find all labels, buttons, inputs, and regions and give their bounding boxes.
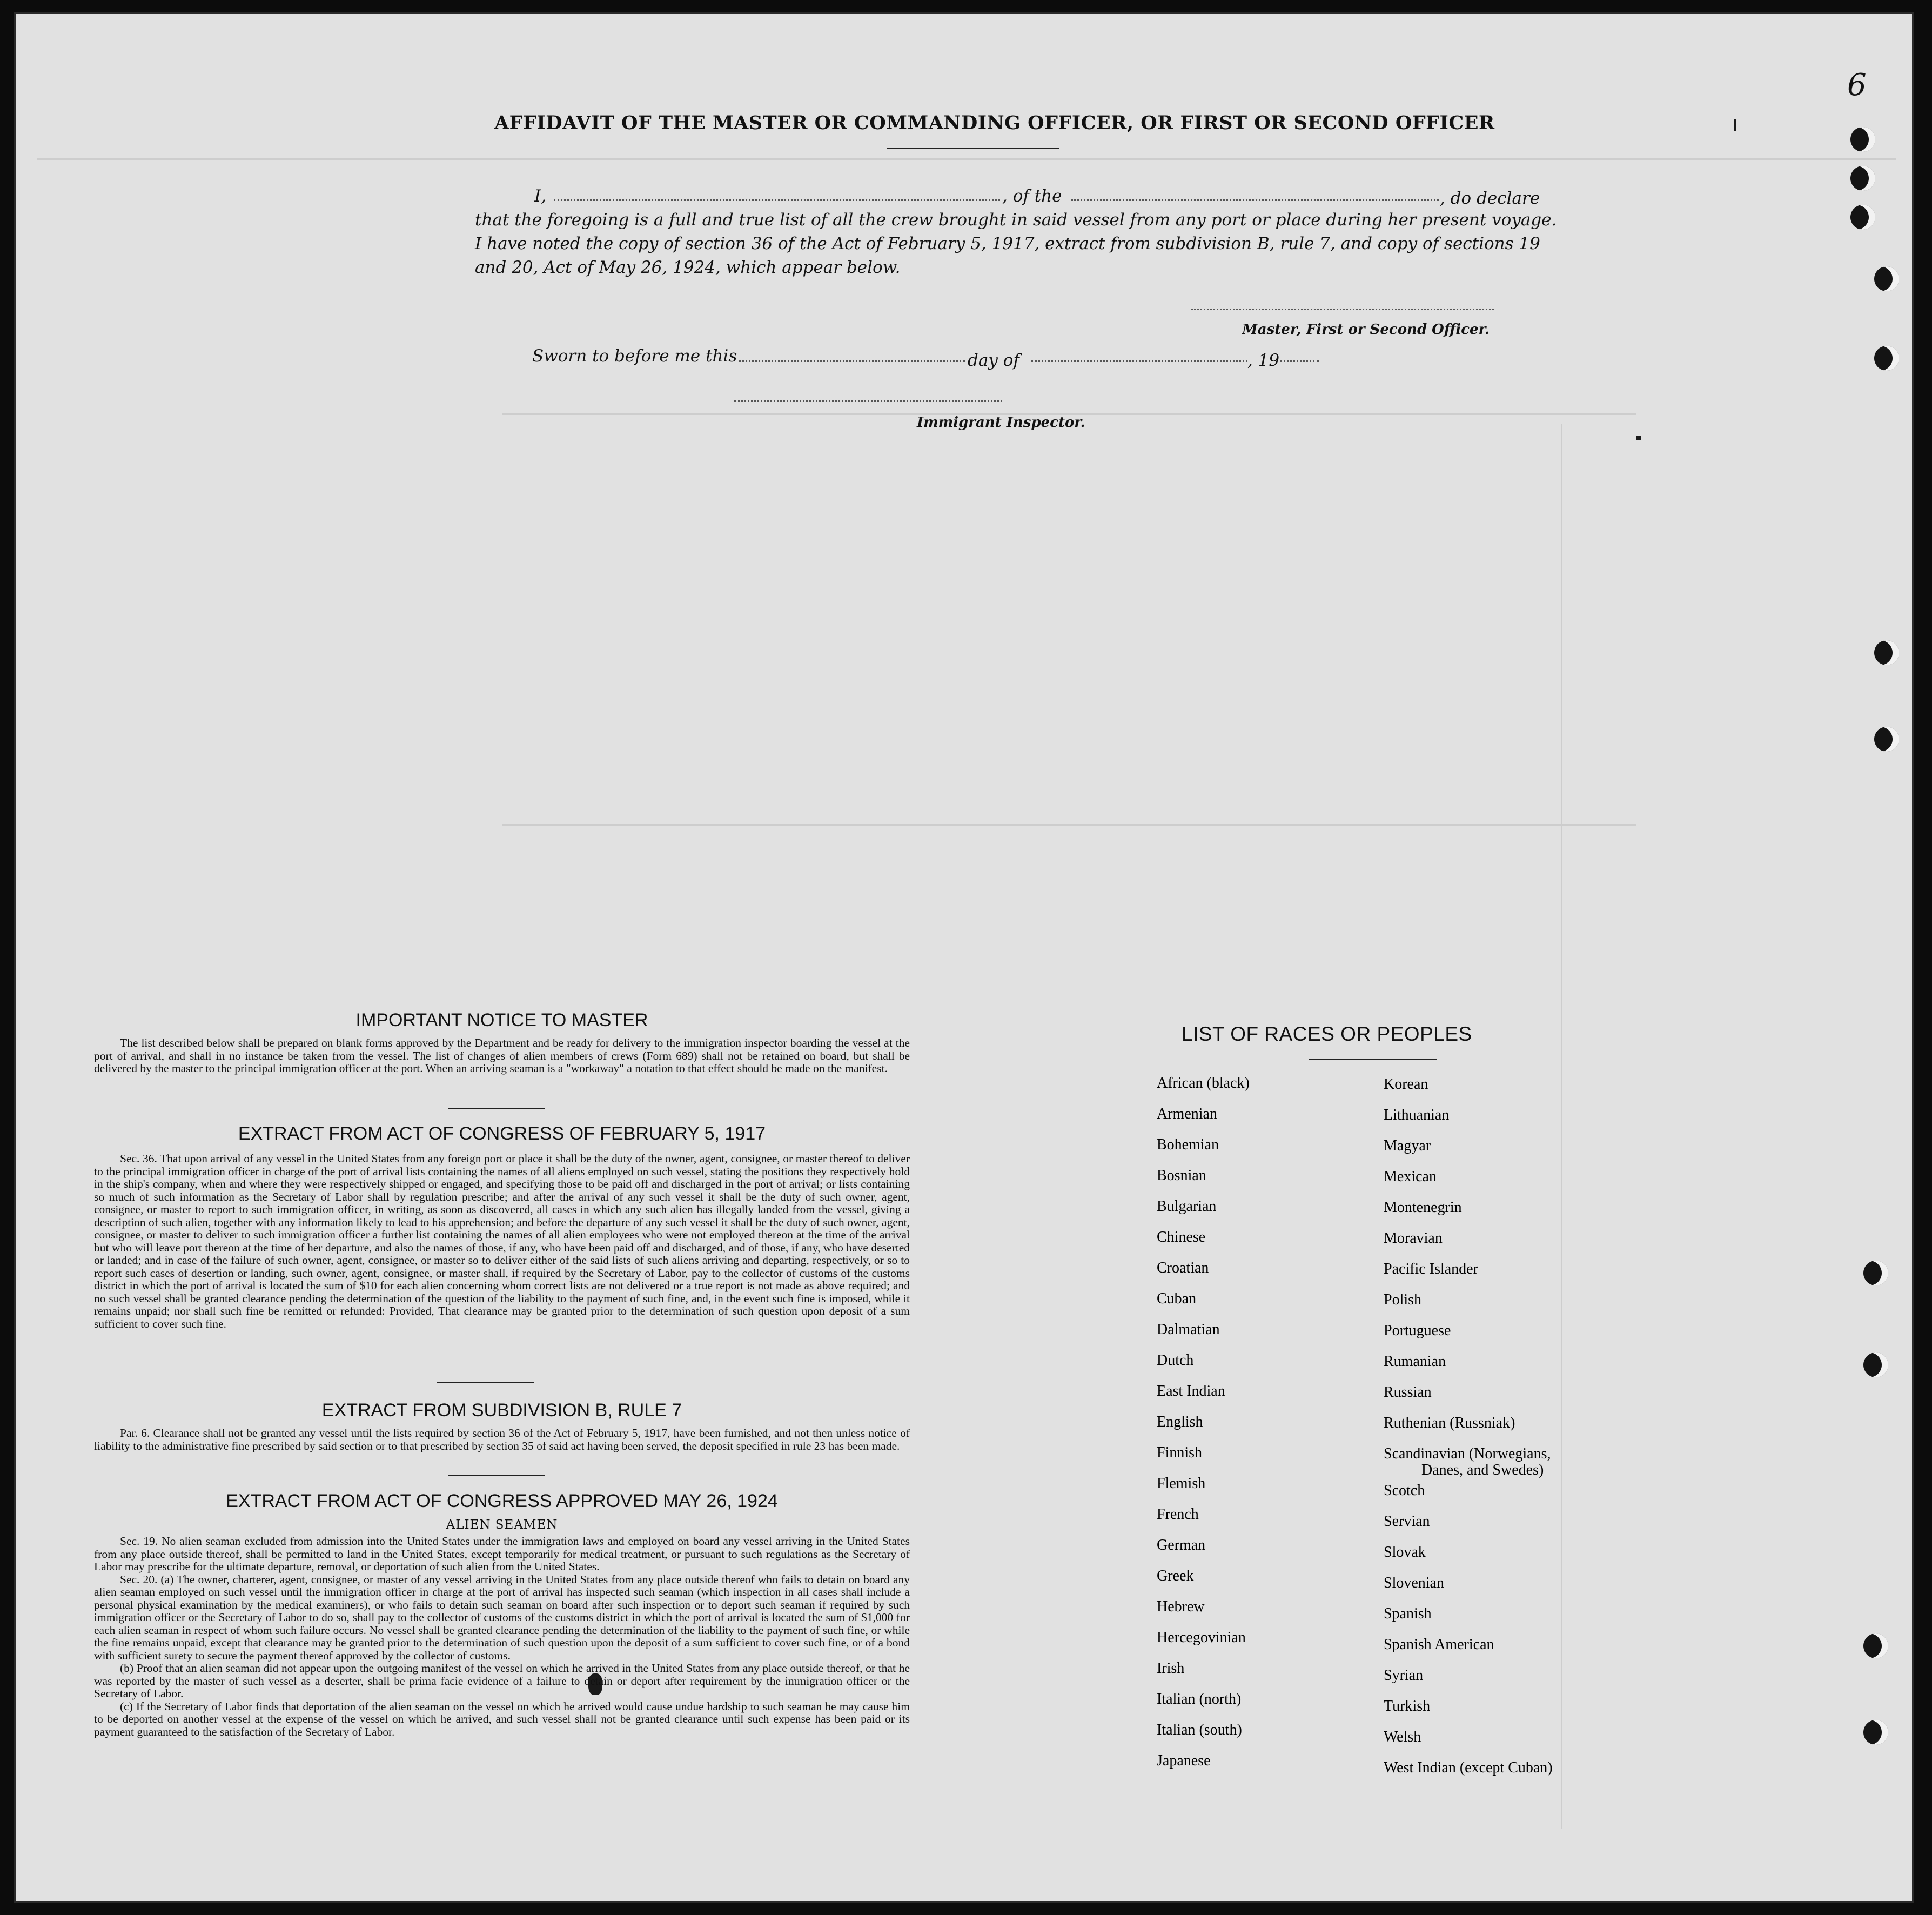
binder-hole	[1850, 127, 1875, 152]
race-item: Polish	[1384, 1291, 1422, 1308]
race-item: Spanish American	[1384, 1636, 1494, 1653]
race-item: Flemish	[1157, 1475, 1206, 1492]
affidavit-line-4: and 20, Act of May 26, 1924, which appear below.	[475, 258, 901, 277]
binder-hole	[1863, 1720, 1888, 1745]
binder-hole	[1863, 1261, 1888, 1285]
race-item: Slovenian	[1384, 1575, 1444, 1591]
race-item: Mexican	[1384, 1168, 1437, 1185]
rule-7-par-6: Par. 6. Clearance shall not be granted any vessel until the lists required by section 36 of the Act of February 5, 1917, have been furnished, and not then unless notice of liability to the administrative fine prescribed by said section or to that prescribed by section 35 of said act having been served, the deposit specified in rule 23 has been made.	[94, 1427, 910, 1452]
race-item: East Indian	[1157, 1383, 1225, 1400]
race-item: Lithuanian	[1384, 1107, 1450, 1123]
race-item: Greek	[1157, 1568, 1194, 1584]
binder-hole	[1874, 640, 1899, 665]
race-item: Magyar	[1384, 1137, 1431, 1154]
sworn-year-blank	[1280, 360, 1319, 362]
race-item: Welsh	[1384, 1729, 1421, 1745]
races-heading-underline	[1309, 1059, 1437, 1060]
race-item: Japanese	[1157, 1752, 1211, 1769]
binder-hole	[1863, 1633, 1888, 1658]
sworn-day-of: day of	[968, 351, 1019, 370]
race-item: Cuban	[1157, 1290, 1197, 1307]
ink-mark	[1734, 119, 1736, 131]
race-item: Moravian	[1384, 1230, 1443, 1247]
race-item: Hebrew	[1157, 1598, 1205, 1615]
section-divider	[437, 1382, 534, 1383]
bleed-through-line	[1561, 424, 1562, 1829]
alien-seamen-subheading: ALIEN SEAMEN	[446, 1518, 558, 1532]
race-item: Bosnian	[1157, 1167, 1206, 1184]
binder-hole	[1874, 727, 1899, 752]
ink-mark	[1636, 436, 1641, 440]
race-item: African (black)	[1157, 1075, 1250, 1092]
race-item: Ruthenian (Russniak)	[1384, 1415, 1515, 1431]
title-underline	[887, 148, 1059, 149]
vessel-blank	[1071, 199, 1439, 201]
affidavit-declare: , do declare	[1440, 189, 1540, 208]
race-item: Croatian	[1157, 1260, 1209, 1276]
races-heading: LIST OF RACES OR PEOPLES	[1182, 1023, 1472, 1045]
race-item: Pacific Islander	[1384, 1261, 1478, 1277]
page-number-mark: 6	[1847, 68, 1867, 103]
race-item: Montenegrin	[1384, 1199, 1462, 1216]
inspector-caption: Immigrant Inspector.	[917, 414, 1085, 431]
race-item: Bohemian	[1157, 1136, 1219, 1153]
name-blank	[554, 199, 1000, 201]
sworn-month-blank	[1031, 360, 1247, 362]
notice-heading: IMPORTANT NOTICE TO MASTER	[355, 1010, 648, 1030]
race-item: Scandinavian (Norwegians,	[1384, 1445, 1551, 1462]
affidavit-line-2: that the foregoing is a full and true list of all the crew brought in said vessel from any port or place during her present voyage.	[475, 210, 1557, 230]
bleed-through-line	[502, 824, 1636, 826]
act-1924-sec-20b: (b) Proof that an alien seaman did not appear upon the outgoing manifest of the vessel on which he arrived in the United States from any place outside thereof, or that he was reported by the master of such vessel as a deserter, shall be prima facie evidence of a failure to detain or deport after requirement by the immigration officer or the Secretary of Labor.	[94, 1662, 910, 1700]
binder-hole	[1850, 205, 1875, 230]
race-item: Chinese	[1157, 1229, 1206, 1246]
race-item: Rumanian	[1384, 1353, 1446, 1370]
race-item: French	[1157, 1506, 1199, 1523]
act-1917-sec-36: Sec. 36. That upon arrival of any vessel in the United States from any foreign port or place it shall be the duty of the owner, agent, consignee, or master thereof to deliver to the principal immigration officer in charge of the port of arrival lists containing the names of all aliens employed on such vessel, stating the positions they respectively hold in the ship's company, when and where they were respectively shipped or engaged, and specifying those to be paid off and discharged in the port of arrival; or lists containing so much of such information as the Secretary of Labor shall by regulation prescribe; and after the arrival of any such vessel it shall be the duty of such owner, agent, consignee, or master to report to such immigration officer, in writing, as soon as discovered, all cases in which any such alien has illegally landed from the vessel, giving a description of such alien, together with any information likely to lead to his apprehension; and before the departure of any such vessel it shall be the duty of such owner, agent, consignee, or master to deliver to such immigration officer a further list containing the names of all alien employees who were not employed thereon at the time of the arrival but who will leave port thereon at the time of her departure, and also the names of those, if any, who have been paid off and discharged, and of those, if any, who have deserted or landed; and in case of the failure of such owner, agent, consignee, or master so to deliver either of the said lists of such aliens arriving and departing, respectively, or so to report such cases of desertion or landing, such owner, agent, consignee, or master shall, if required by the Secretary of Labor, pay to the collector of customs of the customs district in which the port of arrival is located the sum of $10 for each alien concerning whom correct lists are not delivered or a true report is not made as above required; and no such vessel shall be granted clearance pending the determination of the question of the liability to the payment of such fine, and, in the event such fine is imposed, while it remains unpaid; nor shall such fine be remitted or refunded: Provided, That clearance may be granted prior to the determination of such question upon deposit of a sum sufficient to cover such fine.	[94, 1152, 910, 1330]
race-item-continued: Danes, and Swedes)	[1421, 1462, 1544, 1478]
affidavit-line-3: I have noted the copy of section 36 of the Act of February 5, 1917, extract from subdivision B, rule 7, and copy of sections 19	[475, 234, 1540, 253]
race-item: Russian	[1384, 1384, 1432, 1401]
binder-hole	[1850, 166, 1875, 191]
master-signature-line	[1191, 309, 1494, 310]
race-item: Spanish	[1384, 1605, 1432, 1622]
race-item: Italian (south)	[1157, 1722, 1242, 1738]
bleed-through-line	[37, 158, 1896, 160]
race-item: Hercegovinian	[1157, 1629, 1246, 1646]
race-item: Korean	[1384, 1076, 1428, 1093]
race-item: Syrian	[1384, 1667, 1424, 1684]
binder-hole	[1874, 266, 1899, 291]
sworn-year: , 19	[1247, 351, 1280, 370]
binder-hole	[1874, 346, 1899, 371]
act-1924-sec-19: Sec. 19. No alien seaman excluded from admission into the United States under the immigration laws and employed on board any vessel arriving in the United States from any place outside thereof, shall be permitted to land in the United States, except temporarily for medical treatment, or pursuant to such regulations as the Secretary of Labor may prescribe for the ultimate departure, removal, or deportation of such alien from the United States.	[94, 1535, 910, 1573]
inspector-signature-line	[734, 400, 1002, 402]
rule-7-text-block	[94, 1427, 910, 1452]
notice-paragraph: The list described below shall be prepared on blank forms approved by the Department and be ready for delivery to the immigration inspector boarding the vessel at the port of arrival, and shall in no instance be taken from the vessel. The list of changes of alien members of crews (Form 689) shall not be retained on board, but shall be delivered by the master to the principal immigration officer at the port. When an arriving seaman is a "workaway" a notation to that effect should be made on the manifest.	[94, 1036, 910, 1075]
document-sheet	[14, 12, 1914, 1903]
affidavit-i: I,	[534, 186, 547, 206]
act-1917-heading: EXTRACT FROM ACT OF CONGRESS OF FEBRUARY 5, 1917	[238, 1123, 766, 1144]
race-item: Bulgarian	[1157, 1198, 1217, 1215]
race-item: English	[1157, 1414, 1203, 1430]
race-item: Armenian	[1157, 1106, 1217, 1122]
section-divider	[448, 1108, 545, 1109]
race-item: Irish	[1157, 1660, 1185, 1677]
section-divider	[448, 1475, 545, 1476]
notice-text-block	[94, 1037, 910, 1075]
race-item: Servian	[1384, 1513, 1430, 1530]
affidavit-of-the: , of the	[1002, 186, 1062, 206]
act-1924-sec-20a: Sec. 20. (a) The owner, charterer, agent, consignee, or master of any vessel arriving in the United States from any place outside thereof who fails to detain on board any alien seaman employed on such vessel until the immigration officer in charge at the port of arrival has inspected such seaman (which inspection in all cases shall include a personal physical examination by the medical examiners), or who fails to detain such seaman on board after such inspection or to deport such seaman if required by such immigration officer or the Secretary of Labor to do so, shall pay to the collector of customs of the customs district in which the port of arrival is located the sum of $1,000 for each alien seaman in respect of whom such failure occurs. No vessel shall be granted clearance pending the determination of the liability to the payment of such fine, or while the fine remains unpaid, except that clearance may be granted prior to the determination of such question upon the deposit of a sum sufficient to cover such fine, or of a bond with sufficient surety to secure the payment thereof approved by the collector of customs.	[94, 1572, 910, 1662]
rule-7-heading: EXTRACT FROM SUBDIVISION B, RULE 7	[321, 1400, 682, 1421]
act-1924-sec-20c: (c) If the Secretary of Labor finds that deportation of the alien seaman on the vessel on which he arrived would cause undue hardship to such seaman he may cause him to be deported on another vessel at the expense of the vessel on which he arrived, and such vessel shall not be granted clearance until such expense has been paid or its payment guaranteed to the satisfaction of the Secretary of Labor.	[94, 1699, 910, 1738]
act-1924-heading: EXTRACT FROM ACT OF CONGRESS APPROVED MAY 26, 1924	[226, 1491, 778, 1511]
race-item: Italian (north)	[1157, 1691, 1242, 1708]
binder-hole	[1863, 1352, 1888, 1377]
race-item: Dutch	[1157, 1352, 1194, 1369]
race-item: Turkish	[1384, 1698, 1431, 1715]
affidavit-title: AFFIDAVIT OF THE MASTER OR COMMANDING OFFICER, OR FIRST OR SECOND OFFICER	[494, 112, 1495, 134]
race-item: Slovak	[1384, 1544, 1426, 1561]
race-item: Finnish	[1157, 1444, 1203, 1461]
sworn-text: Sworn to before me this	[532, 346, 737, 366]
race-item: Dalmatian	[1157, 1321, 1220, 1338]
race-item: West Indian (except Cuban)	[1384, 1759, 1553, 1776]
race-item: German	[1157, 1537, 1206, 1554]
act-1924-text-block	[94, 1535, 910, 1738]
race-item: Portuguese	[1384, 1322, 1451, 1339]
act-1917-text-block	[94, 1153, 910, 1330]
master-signature-caption: Master, First or Second Officer.	[1242, 322, 1490, 338]
race-item: Scotch	[1384, 1482, 1425, 1499]
sworn-day-blank	[739, 360, 965, 362]
